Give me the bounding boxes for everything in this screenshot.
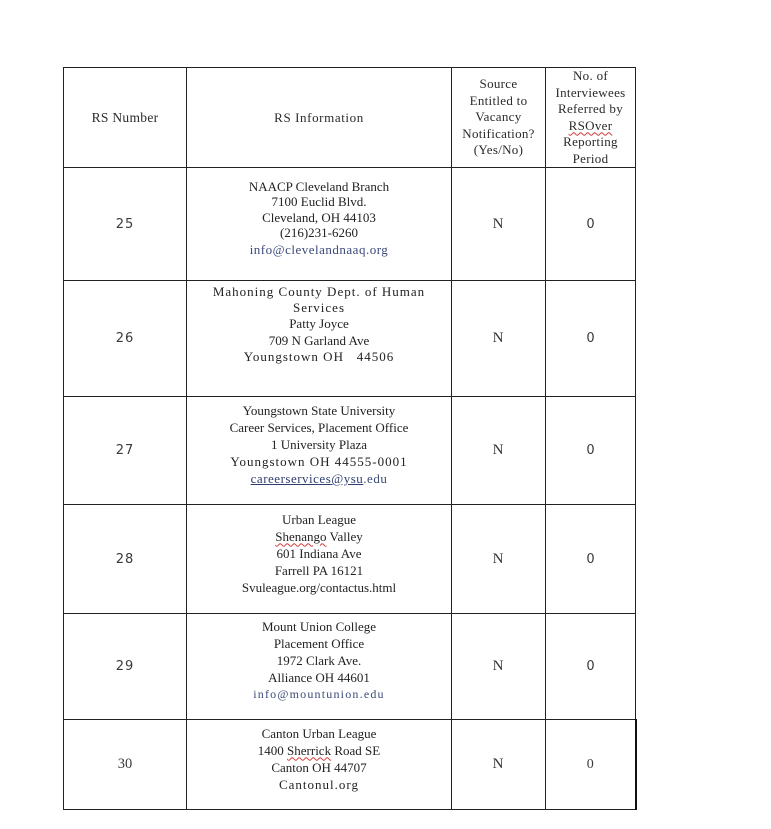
header-line: Notification? [462,125,535,141]
rs-org-branch-rest: Valley [326,528,363,544]
header-rs-information [187,68,452,168]
rs-address-line: Canton OH 44707 [271,759,367,775]
rs-department: Placement Office [273,636,365,651]
header-rs-information-label: RS Information [274,109,364,125]
rs-address-line: 7100 Euclid Blvd. [271,194,367,209]
header-interviewees-referred [546,68,636,168]
rs-address-line: Cleveland, OH 44103 [262,209,376,225]
rs-info-cell [187,505,452,614]
referred-count-cell: 0 [546,168,636,281]
rs-email-link[interactable]: careerservices@ysu [250,471,364,486]
rs-address-part: 1400 [257,742,288,758]
referred-count-cell: 0 [546,505,636,614]
rs-info-block [187,511,451,596]
rs-address-line: Youngstown OH 44506 [243,349,395,364]
rs-contact-name: Patty Joyce [289,316,349,331]
table-row [64,614,636,720]
rs-info-block [187,618,451,703]
referred-count-cell: 0 [546,720,636,810]
header-line: Vacancy [475,109,522,125]
rs-org-name: Mahoning County Dept. of Human [212,284,426,299]
rs-website: Cantonul.org [278,776,359,792]
rs-info-cell [187,281,452,397]
rs-email-tail: .edu [363,471,388,486]
entitled-cell: N [452,505,546,614]
header-line: No. of [572,68,609,83]
rs-address-line: 601 Indiana Ave [276,545,362,561]
header-line: Period [572,150,609,166]
header-line: Source [479,76,518,92]
rs-info-block [187,725,451,793]
rs-number-cell: 27 [64,397,187,505]
rs-website: Svuleague.org/contactus.html [241,579,397,595]
entitled-cell: N [452,397,546,505]
rs-address-line: Youngstown OH 44555-0001 [230,454,408,469]
entitled-cell: N [452,614,546,720]
table-row [64,281,636,397]
rs-address-line: 1 University Plaza [270,437,368,452]
rs-info-block [187,402,451,487]
rs-org-name: Canton Urban League [261,725,377,741]
referred-count-cell: 0 [546,614,636,720]
table-header-row [64,68,636,168]
rs-info-cell [187,397,452,505]
rs-org-name: Youngstown State University [242,403,396,418]
rs-number-cell: 29 [64,614,187,720]
rs-address-line: Alliance OH 44601 [268,670,370,685]
rs-org-branch [187,528,451,545]
rs-address-line: Farrell PA 16121 [274,562,364,578]
rs-info-cell [187,720,452,810]
table-row [64,720,636,810]
header-rs-number-label: RS Number [91,109,159,125]
rs-email-link[interactable]: info@clevelandnaaq.org [249,241,389,257]
spellcheck-word: Shenango [275,528,327,544]
rs-number-cell: 26 [64,281,187,397]
rs-address-line [187,742,451,759]
entitled-cell: N [452,281,546,397]
header-line [546,118,635,135]
rs-org-name: Urban League [282,511,356,527]
rs-address-part: Road SE [331,742,381,758]
header-source-entitled [452,68,546,168]
referred-count-cell: 0 [546,397,636,505]
rs-info-cell [187,168,452,281]
header-line: Interviewees [555,84,626,100]
header-line: Entitled to [469,92,528,108]
rs-number-cell: 30 [64,720,187,810]
recruitment-sources-table [63,67,637,810]
rs-department: Career Services, Placement Office [229,420,409,435]
entitled-cell: N [452,168,546,281]
entitled-cell: N [452,720,546,810]
header-line: Reporting [563,134,618,149]
rs-org-name: Mount Union College [261,619,377,634]
header-line: (Yes/No) [473,142,524,158]
rs-email-link[interactable]: info@mountunion.edu [253,687,385,701]
table-row [64,168,636,281]
header-rs-number [64,68,187,168]
rs-number-cell: 25 [64,168,187,281]
rs-email [187,470,451,487]
header-line: Referred by [557,101,624,116]
referred-count-cell: 0 [546,281,636,397]
rs-info-cell [187,614,452,720]
rs-address-line: 709 N Garland Ave [268,333,370,348]
table-row [64,397,636,505]
rs-number-cell: 28 [64,505,187,614]
rs-org-name-cont: Services [292,299,346,315]
rs-org-name: NAACP Cleveland Branch [248,178,390,194]
rs-address-line: 1972 Clark Ave. [276,653,362,668]
spellcheck-word: RSOver [568,117,613,133]
table-row [64,505,636,614]
rs-phone: (216)231-6260 [280,225,358,240]
rs-info-block [187,179,451,258]
spellcheck-word: Sherrick [287,742,332,758]
